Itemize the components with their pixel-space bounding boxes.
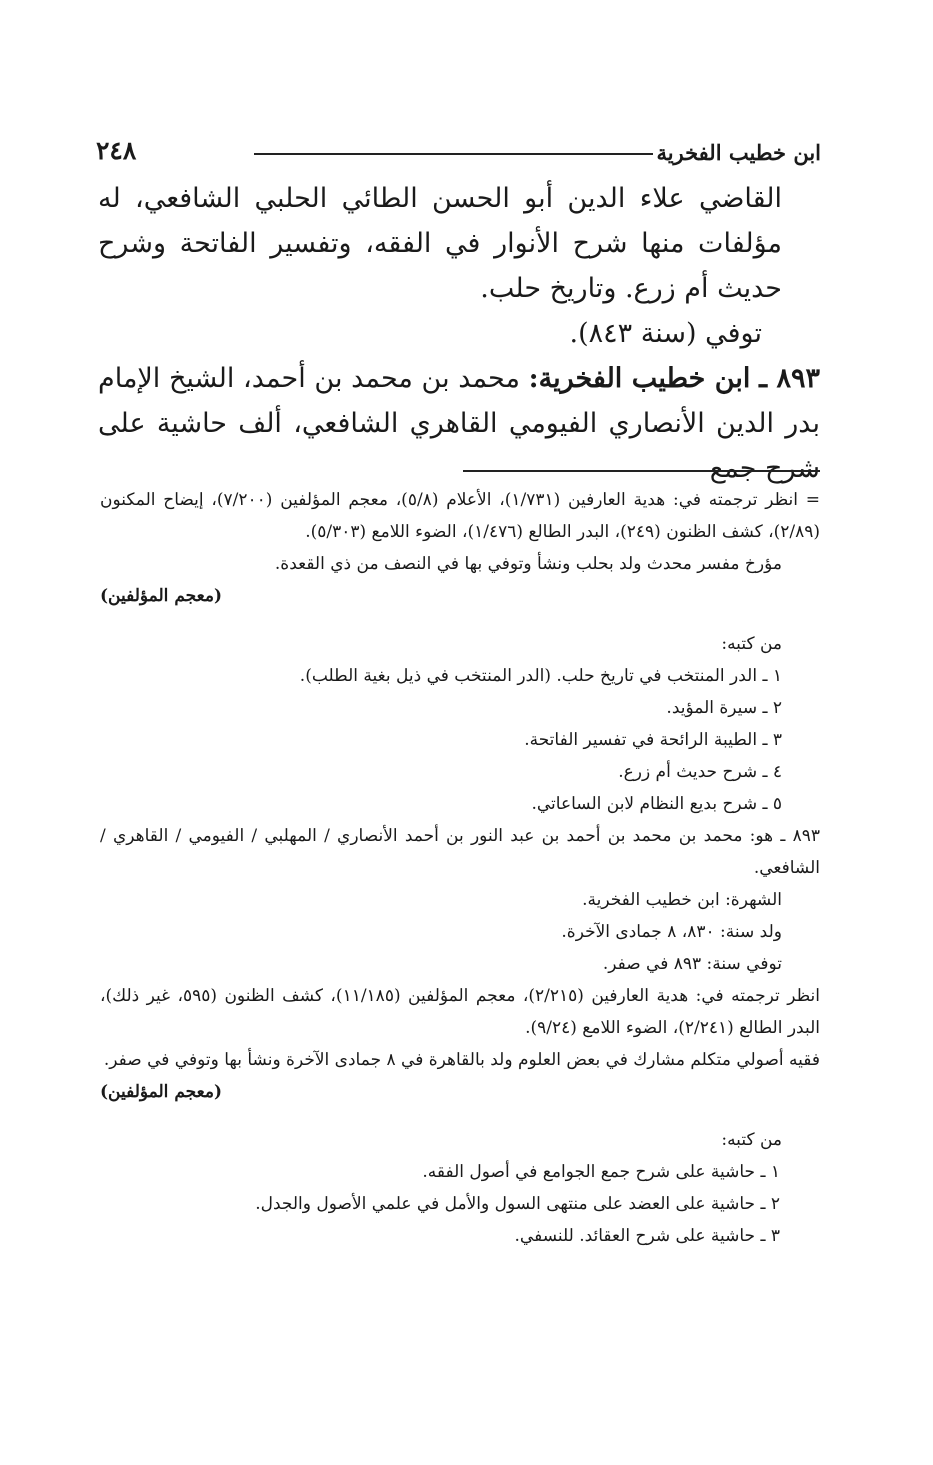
running-title: ابن خطيب الفخرية (656, 140, 821, 165)
prev-book-2: ٢ ـ سيرة المؤيد. (666, 698, 782, 718)
entry-name: ابن خطيب الفخرية: (528, 363, 751, 394)
main-text (98, 176, 820, 491)
page-number: ٢٤٨ (96, 136, 137, 165)
entry-text: محمد بن محمد بن أحمد، الشيخ الإمام بدر الدين الأنصاري الفيومي القاهري الشافعي، ألف حاشية على شرح جمع (98, 363, 820, 484)
prev-references: = انظر ترجمته في: هدية العارفين (١/٧٣١)، الأعلام (٥/٨)، معجم المؤلفين (٧/٢٠٠)، إيضاح المكنون (٢/٨٩)، كشف الظنون (٢٤٩)، البدر الطالع (١/٤٧٦)، الضوء اللامع (٥/٣٠٣). (100, 490, 821, 542)
death-date-line: توفي سنة: ٨٩٣ في صفر. (602, 954, 782, 974)
birth-line: ولد سنة: ٨٣٠، ٨ جمادى الآخرة. (561, 922, 782, 942)
prev-book-3: ٣ ـ الطيبة الرائحة في تفسير الفاتحة. (524, 730, 782, 750)
prev-book-4: ٤ ـ شرح حديث أم زرع. (618, 762, 782, 782)
book-2: ٢ ـ حاشية على العضد على منتهى السول والأمل في علمي الأصول والجدل. (255, 1194, 780, 1214)
footnotes (100, 484, 820, 1252)
prev-book-1: ١ ـ الدر المنتخب في تاريخ حلب. (الدر المنتخب في ذيل بغية الطلب). (299, 666, 782, 686)
continued-paragraph: القاضي علاء الدين أبو الحسن الطائي الحلبي الشافعي، له مؤلفات منها شرح الأنوار في الفقه، وتفسير الفاتحة وشرح حديث أم زرع. وتاريخ حلب. (98, 183, 782, 304)
death-line: توفي (سنة ٨٤٣). (569, 318, 762, 349)
entry-number: ٨٩٣ ـ (759, 363, 820, 394)
prev-book-5: ٥ ـ شرح بديع النظام لابن الساعاتي. (531, 794, 782, 814)
books-heading: من كتبه: (721, 1130, 782, 1150)
entry-identification: ٨٩٣ ـ هو: محمد بن محمد بن أحمد بن عبد النور بن أحمد الأنصاري / المهلبي / الفيومي / القاهري / الشافعي. (100, 826, 820, 878)
fame-line: الشهرة: ابن خطيب الفخرية. (582, 890, 782, 910)
prev-description: مؤرخ مفسر محدث ولد بحلب ونشأ وتوفي بها في النصف من ذي القعدة. (274, 554, 782, 574)
book-1: ١ ـ حاشية على شرح جمع الجوامع في أصول الفقه. (422, 1162, 780, 1182)
footnote-separator (463, 470, 820, 472)
prev-source: (معجم المؤلفين) (100, 586, 222, 606)
header-rule (254, 153, 653, 155)
description: فقيه أصولي متكلم مشارك في بعض العلوم ولد بالقاهرة في ٨ جمادى الآخرة ونشأ بها وتوفي في صفر. (103, 1050, 820, 1070)
running-header (96, 136, 821, 176)
references: انظر ترجمته في: هدية العارفين (٢/٢١٥)، معجم المؤلفين (١١/١٨٥)، كشف الظنون (٥٩٥، غير ذلك)، البدر الطالع (٢/٢٤١)، الضوء اللامع (٩/٢٤). (100, 986, 821, 1038)
source: (معجم المؤلفين) (100, 1082, 222, 1102)
prev-books-heading: من كتبه: (721, 634, 782, 654)
book-3: ٣ ـ حاشية على شرح العقائد. للنسفي. (514, 1226, 780, 1246)
